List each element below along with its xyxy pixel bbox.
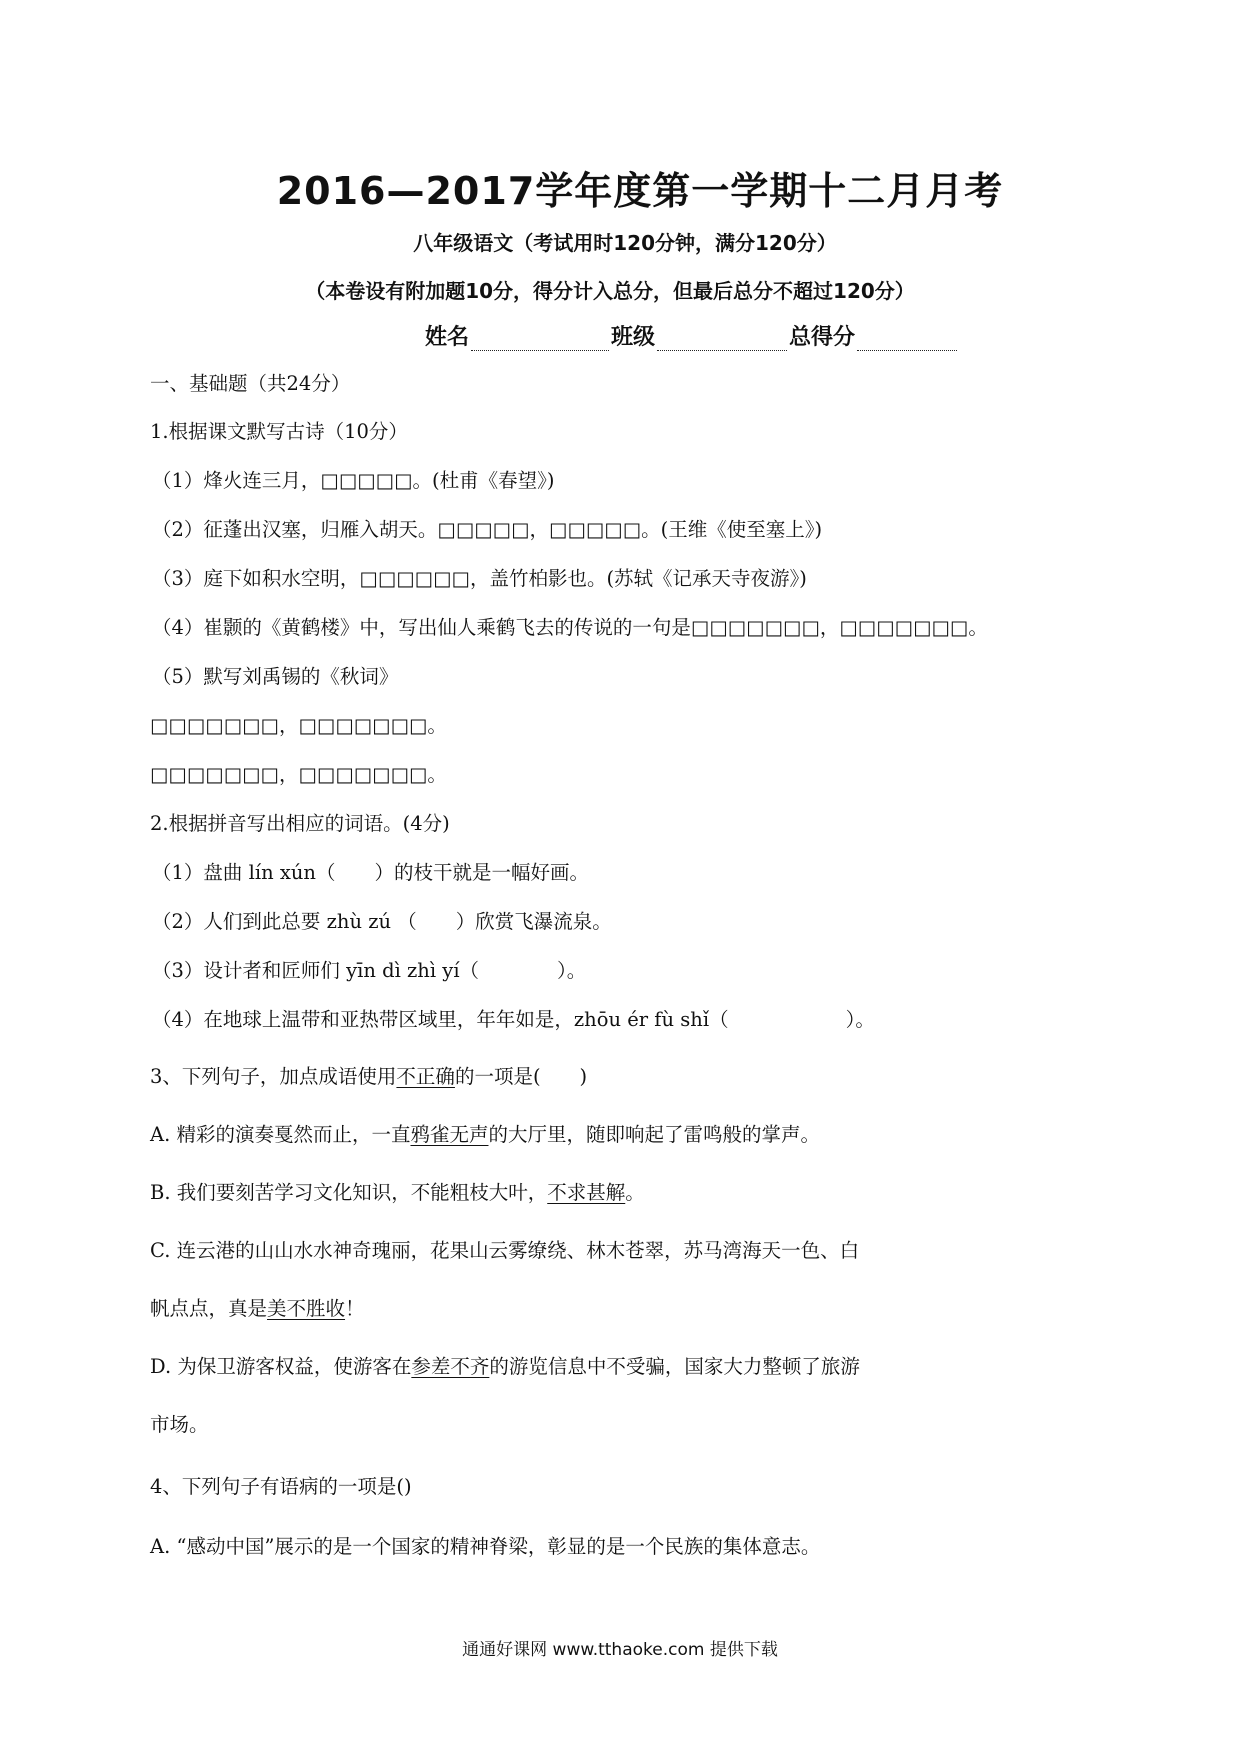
question-3-option-c-line-1: C. 连云港的山山水水神奇瑰丽，花果山云雾缭绕、林木苍翠，苏马湾海天一色、白 <box>150 1239 860 1262</box>
option-a-post: 的大厅里，随即响起了雷鸣般的掌声。 <box>488 1123 821 1146</box>
question-3-stem-emphasis: 不正确 <box>396 1065 455 1088</box>
question-3-stem-post: 的一项是( ) <box>454 1065 588 1088</box>
question-3-option-a <box>150 1123 820 1147</box>
question-4-stem: 4、下列句子有语病的一项是() <box>150 1475 412 1498</box>
name-field[interactable] <box>471 328 609 351</box>
question-3-option-c-line-2 <box>150 1297 365 1321</box>
poem-line-2: □□□□□□□，□□□□□□□。 <box>150 763 447 786</box>
poem-line-1: □□□□□□□，□□□□□□□。 <box>150 714 447 737</box>
score-label: 总得分 <box>789 325 856 350</box>
exam-note: （本卷设有附加题10分，得分计入总分，但最后总分不超过120分） <box>305 279 915 303</box>
option-d-post: 的游览信息中不受骗，国家大力整顿了旅游 <box>489 1355 860 1378</box>
option-d-pre: D. 为保卫游客权益，使游客在 <box>150 1355 412 1378</box>
footer-source: 通通好课网 www.tthaoke.com 提供下载 <box>462 1640 778 1660</box>
question-1-item-2: （2）征蓬出汉塞，归雁入胡天。□□□□□，□□□□□。(王维《使至塞上》) <box>152 518 823 541</box>
question-1-item-1: （1）烽火连三月，□□□□□。(杜甫《春望》) <box>152 469 555 492</box>
option-b-pre: B. 我们要刻苦学习文化知识，不能粗枝大叶， <box>150 1181 548 1204</box>
class-label: 班级 <box>611 325 656 350</box>
question-3-option-d-line-1 <box>150 1355 860 1379</box>
student-info-row <box>425 320 959 351</box>
question-3-stem <box>150 1065 587 1089</box>
score-field[interactable] <box>857 328 957 351</box>
question-1-item-5: （5）默写刘禹锡的《秋词》 <box>152 665 399 688</box>
question-2-item-1: （1）盘曲 lín xún（ ）的枝干就是一幅好画。 <box>152 861 589 884</box>
question-2-item-3: （3）设计者和匠师们 yīn dì zhì yí（ ）。 <box>152 959 587 982</box>
question-3-stem-pre: 3、下列句子，加点成语使用 <box>150 1065 397 1088</box>
question-2-item-2: （2）人们到此总要 zhù zú （ ）欣赏飞瀑流泉。 <box>152 910 612 933</box>
page-title: 2016—2017学年度第一学期十二月月考 <box>276 169 1004 213</box>
option-b-idiom: 不求甚解 <box>547 1181 626 1204</box>
question-2-stem: 2.根据拼音写出相应的词语。(4分) <box>150 812 450 835</box>
question-1-item-4: （4）崔颢的《黄鹤楼》中，写出仙人乘鹤飞去的传说的一句是□□□□□□□，□□□□□□□。 <box>152 616 988 639</box>
option-c-post: ！ <box>345 1297 365 1320</box>
option-c-pre: 帆点点，真是 <box>150 1297 268 1320</box>
question-1-stem: 1.根据课文默写古诗（10分） <box>150 420 408 443</box>
option-d-idiom: 参差不齐 <box>411 1355 490 1378</box>
question-3-option-d-line-2: 市场。 <box>150 1413 209 1436</box>
question-4-option-a: A. “感动中国”展示的是一个国家的精神脊梁，彰显的是一个民族的集体意志。 <box>150 1535 821 1558</box>
option-b-post: 。 <box>625 1181 645 1204</box>
class-field[interactable] <box>657 328 787 351</box>
option-a-idiom: 鸦雀无声 <box>410 1123 489 1146</box>
option-c-idiom: 美不胜收 <box>267 1297 346 1320</box>
option-a-pre: A. 精彩的演奏戛然而止，一直 <box>150 1123 411 1146</box>
exam-subtitle: 八年级语文（考试用时120分钟，满分120分） <box>413 231 837 255</box>
section-heading: 一、基础题（共24分） <box>150 372 351 395</box>
name-label: 姓名 <box>425 325 470 350</box>
question-2-item-4: （4）在地球上温带和亚热带区域里，年年如是，zhōu ér fù shǐ（ ）。 <box>152 1008 875 1031</box>
question-1-item-3: （3）庭下如积水空明，□□□□□□，盖竹柏影也。(苏轼《记承天寺夜游》) <box>152 567 807 590</box>
question-3-option-b <box>150 1181 645 1205</box>
